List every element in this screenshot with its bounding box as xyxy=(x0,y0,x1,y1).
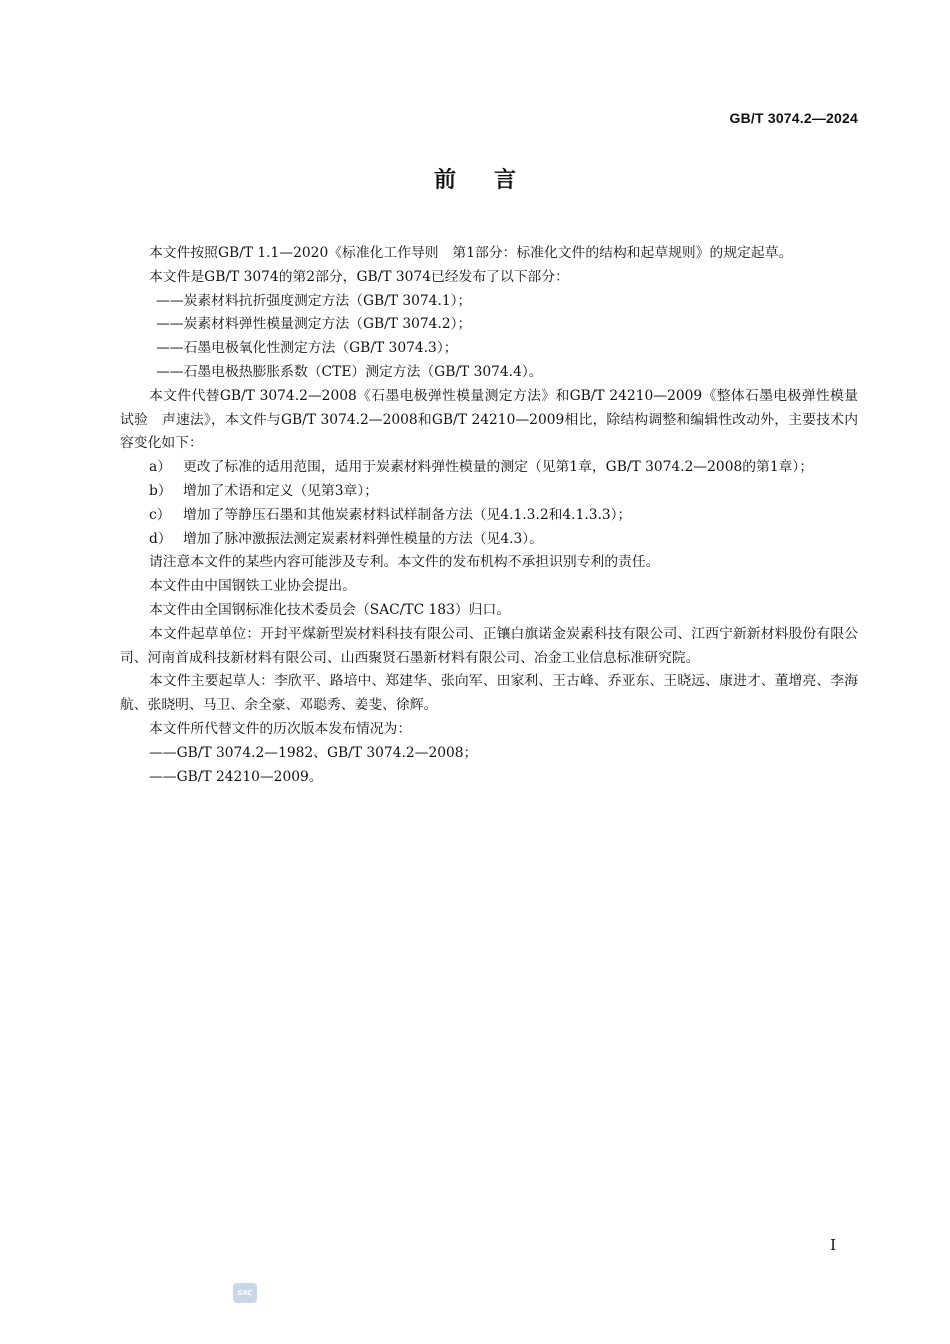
list-marker: a） xyxy=(149,459,172,476)
list-marker: c） xyxy=(149,506,171,523)
page-number: I xyxy=(830,1236,836,1254)
list-text: 增加了术语和定义（见第3章）； xyxy=(183,482,379,499)
list-marker: b） xyxy=(149,482,172,499)
list-item-part: ——石墨电极氧化性测定方法（GB/T 3074.3）； xyxy=(156,340,458,357)
list-item-history: ——GB/T 24210—2009。 xyxy=(149,768,323,785)
list-item-change xyxy=(120,528,858,552)
list-item-part: ——炭素材料弹性模量测定方法（GB/T 3074.2）； xyxy=(156,316,472,333)
paragraph-drafting-units: 本文件起草单位：开封平煤新型炭材料科技有限公司、正镶白旗诺金炭素科技有限公司、江西宁新新材料股份有限公司、河南首成科技新材料有限公司、山西聚贤石墨新材料有限公司、冶金工业信息标准研究院。 xyxy=(120,625,858,666)
paragraph-drafters: 本文件主要起草人：李欣平、路培中、郑建华、张向军、田家利、王古峰、乔亚东、王晓远、康进才、董增亮、李海航、张晓明、马卫、余全豪、邓聪秀、姜斐、徐辉。 xyxy=(120,673,858,714)
list-item-change xyxy=(120,480,858,504)
paragraph-drafting-rules: 本文件按照GB/T 1.1—2020《标准化工作导则 第1部分：标准化文件的结构和起草规则》的规定起草。 xyxy=(149,245,793,261)
paragraph-patent-notice: 请注意本文件的某些内容可能涉及专利。本文件的发布机构不承担识别专利的责任。 xyxy=(149,554,660,571)
sac-watermark-logo: SAC xyxy=(233,1283,257,1303)
standard-number: GB/T 3074.2—2024 xyxy=(729,110,858,126)
list-item-history: ——GB/T 3074.2—1982、GB/T 3074.2—2008； xyxy=(149,744,478,761)
list-item-part: ——炭素材料抗折强度测定方法（GB/T 3074.1）； xyxy=(156,292,472,309)
paragraph-history-intro: 本文件所代替文件的历次版本发布情况为： xyxy=(149,720,412,737)
paragraph-committee: 本文件由全国钢标准化技术委员会（SAC/TC 183）归口。 xyxy=(149,601,511,618)
page-title: 前言 xyxy=(433,168,554,193)
list-item-part: ——石墨电极热膨胀系数（CTE）测定方法（GB/T 3074.4）。 xyxy=(156,363,543,380)
list-item-change xyxy=(120,456,858,480)
paragraph-replacement: 本文件代替GB/T 3074.2—2008《石墨电极弹性模量测定方法》和GB/T 24210—2009《整体石墨电极弹性模量试验 声速法》，本文件与GB/T 3074.2—2008和GB/T 24210—2009相比，除结构调整和编辑性改动外，主要技术内容变化如下： xyxy=(120,387,858,452)
list-text: 增加了脉冲激振法测定炭素材料弹性模量的方法（见4.3）。 xyxy=(183,530,543,547)
list-item-change xyxy=(120,504,858,528)
document-body xyxy=(120,242,858,789)
list-text: 增加了等静压石墨和其他炭素材料试样制备方法（见4.1.3.2和4.1.3.3）； xyxy=(183,506,632,523)
list-text: 更改了标准的适用范围，适用于炭素材料弹性模量的测定（见第1章，GB/T 3074.2—2008的第1章）； xyxy=(183,459,814,476)
paragraph-parts-intro: 本文件是GB/T 3074的第2部分，GB/T 3074已经发布了以下部分： xyxy=(149,268,569,285)
list-marker: d） xyxy=(149,530,172,547)
paragraph-proposer: 本文件由中国钢铁工业协会提出。 xyxy=(149,578,356,595)
